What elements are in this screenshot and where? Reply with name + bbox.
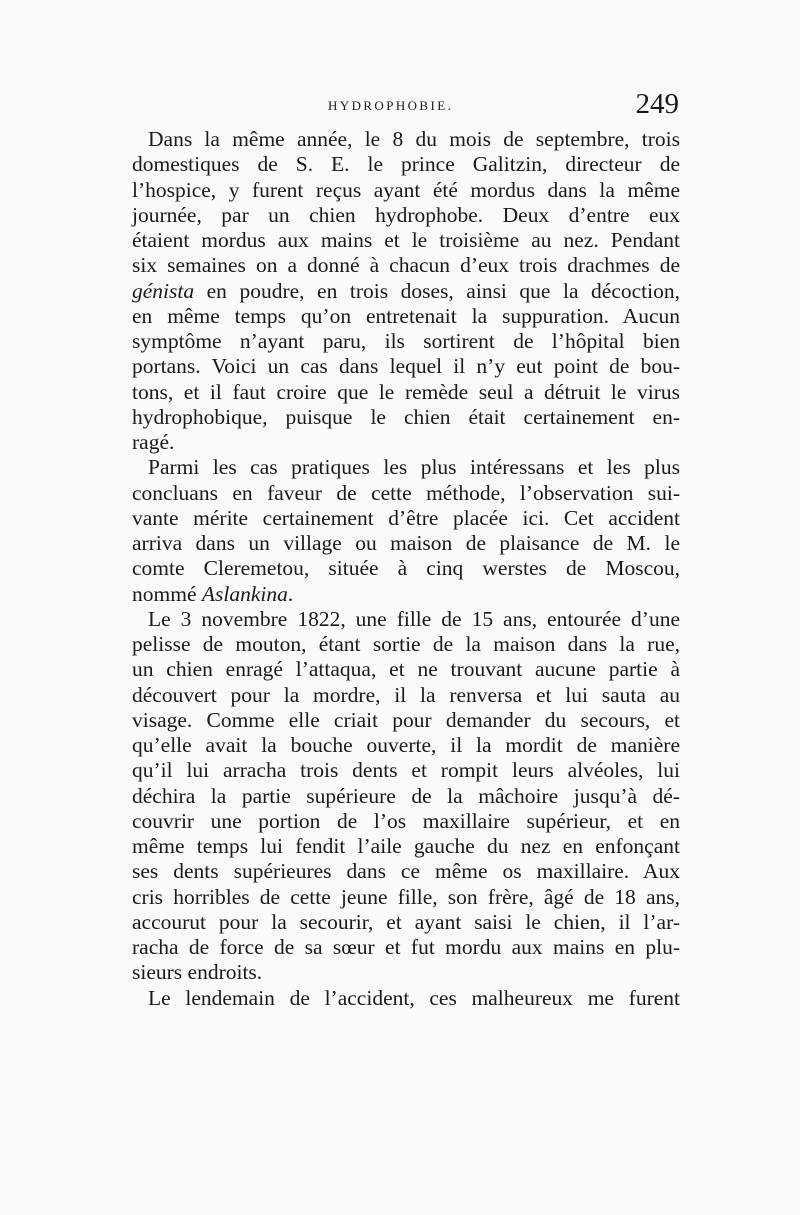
text-line: racha de force de sa sœur et fut mordu aux mains en plu- bbox=[132, 935, 680, 959]
text-line: visage. Comme elle criait pour demander du secours, et bbox=[132, 707, 680, 732]
italic-term: génista bbox=[132, 278, 195, 303]
text-line: nommé Aslankina. bbox=[132, 581, 294, 606]
italic-term: Aslankina bbox=[201, 581, 288, 606]
text-line: portans. Voici un cas dans lequel il n’y eut point de bou- bbox=[132, 354, 680, 379]
text-line: un chien enragé l’attaqua, et ne trouvant aucune partie à bbox=[132, 657, 680, 682]
text-line: sieurs endroits. bbox=[132, 960, 263, 985]
text-line: domestiques de S. E. le prince Galitzin, directeur de bbox=[132, 152, 680, 177]
text-line: en même temps qu’on entretenait la suppuration. Aucun bbox=[132, 303, 680, 328]
text-line: l’hospice, y furent reçus ayant été mordus dans la même bbox=[132, 177, 680, 202]
text-line: six semaines on a donné à chacun d’eux trois drachmes de bbox=[132, 253, 680, 278]
text-line: Parmi les cas pratiques les plus intéressans et les plus bbox=[148, 455, 680, 480]
text-line: vante mérite certainement d’être placée ici. Cet accident bbox=[132, 505, 680, 530]
text-line: même temps lui fendit l’aile gauche du nez en enfonçant bbox=[132, 834, 680, 858]
page-number: 249 bbox=[635, 88, 679, 120]
text-line: tons, et il faut croire que le remède seul a détruit le virus bbox=[132, 379, 680, 404]
running-head: HYDROPHOBIE. bbox=[328, 98, 454, 113]
text-line: ses dents supérieures dans ce même os maxillaire. Aux bbox=[132, 859, 680, 884]
body-text bbox=[132, 127, 680, 1011]
text-line: Dans la même année, le 8 du mois de septembre, trois bbox=[148, 127, 680, 151]
text-line: comte Cleremetou, située à cinq werstes de Moscou, bbox=[132, 556, 680, 581]
page-header bbox=[134, 88, 679, 130]
text-line: symptôme n’ayant paru, ils sortirent de l’hôpital bien bbox=[132, 329, 680, 353]
text-line: déchira la partie supérieure de la mâchoire jusqu’à dé- bbox=[132, 783, 680, 808]
text-line: découvert pour la mordre, il la renversa et lui sauta au bbox=[132, 682, 680, 707]
text-line: ragé. bbox=[132, 430, 175, 454]
text-line: étaient mordus aux mains et le troisième au nez. Pendant bbox=[132, 228, 680, 252]
text-line: pelisse de mouton, étant sortie de la maison dans la rue, bbox=[132, 632, 680, 656]
text-line: couvrir une portion de l’os maxillaire supérieur, et en bbox=[132, 808, 680, 833]
text-line: génista en poudre, en trois doses, ainsi que la décoction, bbox=[132, 278, 680, 303]
text-line: qu’il lui arracha trois dents et rompit leurs alvéoles, lui bbox=[132, 758, 680, 783]
text-line: qu’elle avait la bouche ouverte, il la mordit de manière bbox=[132, 733, 680, 757]
text-line: Le lendemain de l’accident, ces malheureux me furent bbox=[148, 985, 680, 1010]
text-line: journée, par un chien hydrophobe. Deux d’entre eux bbox=[132, 202, 680, 227]
text-line: Le 3 novembre 1822, une fille de 15 ans, entourée d’une bbox=[148, 606, 680, 631]
text-line: cris horribles de cette jeune fille, son frère, âgé de 18 ans, bbox=[132, 884, 680, 909]
text-line: concluans en faveur de cette méthode, l’observation sui- bbox=[132, 480, 680, 505]
text-line: hydrophobique, puisque le chien était certainement en- bbox=[132, 404, 680, 429]
text-line: accourut pour la secourir, et ayant saisi le chien, il l’ar- bbox=[132, 909, 680, 934]
text-line: arriva dans un village ou maison de plaisance de M. le bbox=[132, 531, 680, 555]
